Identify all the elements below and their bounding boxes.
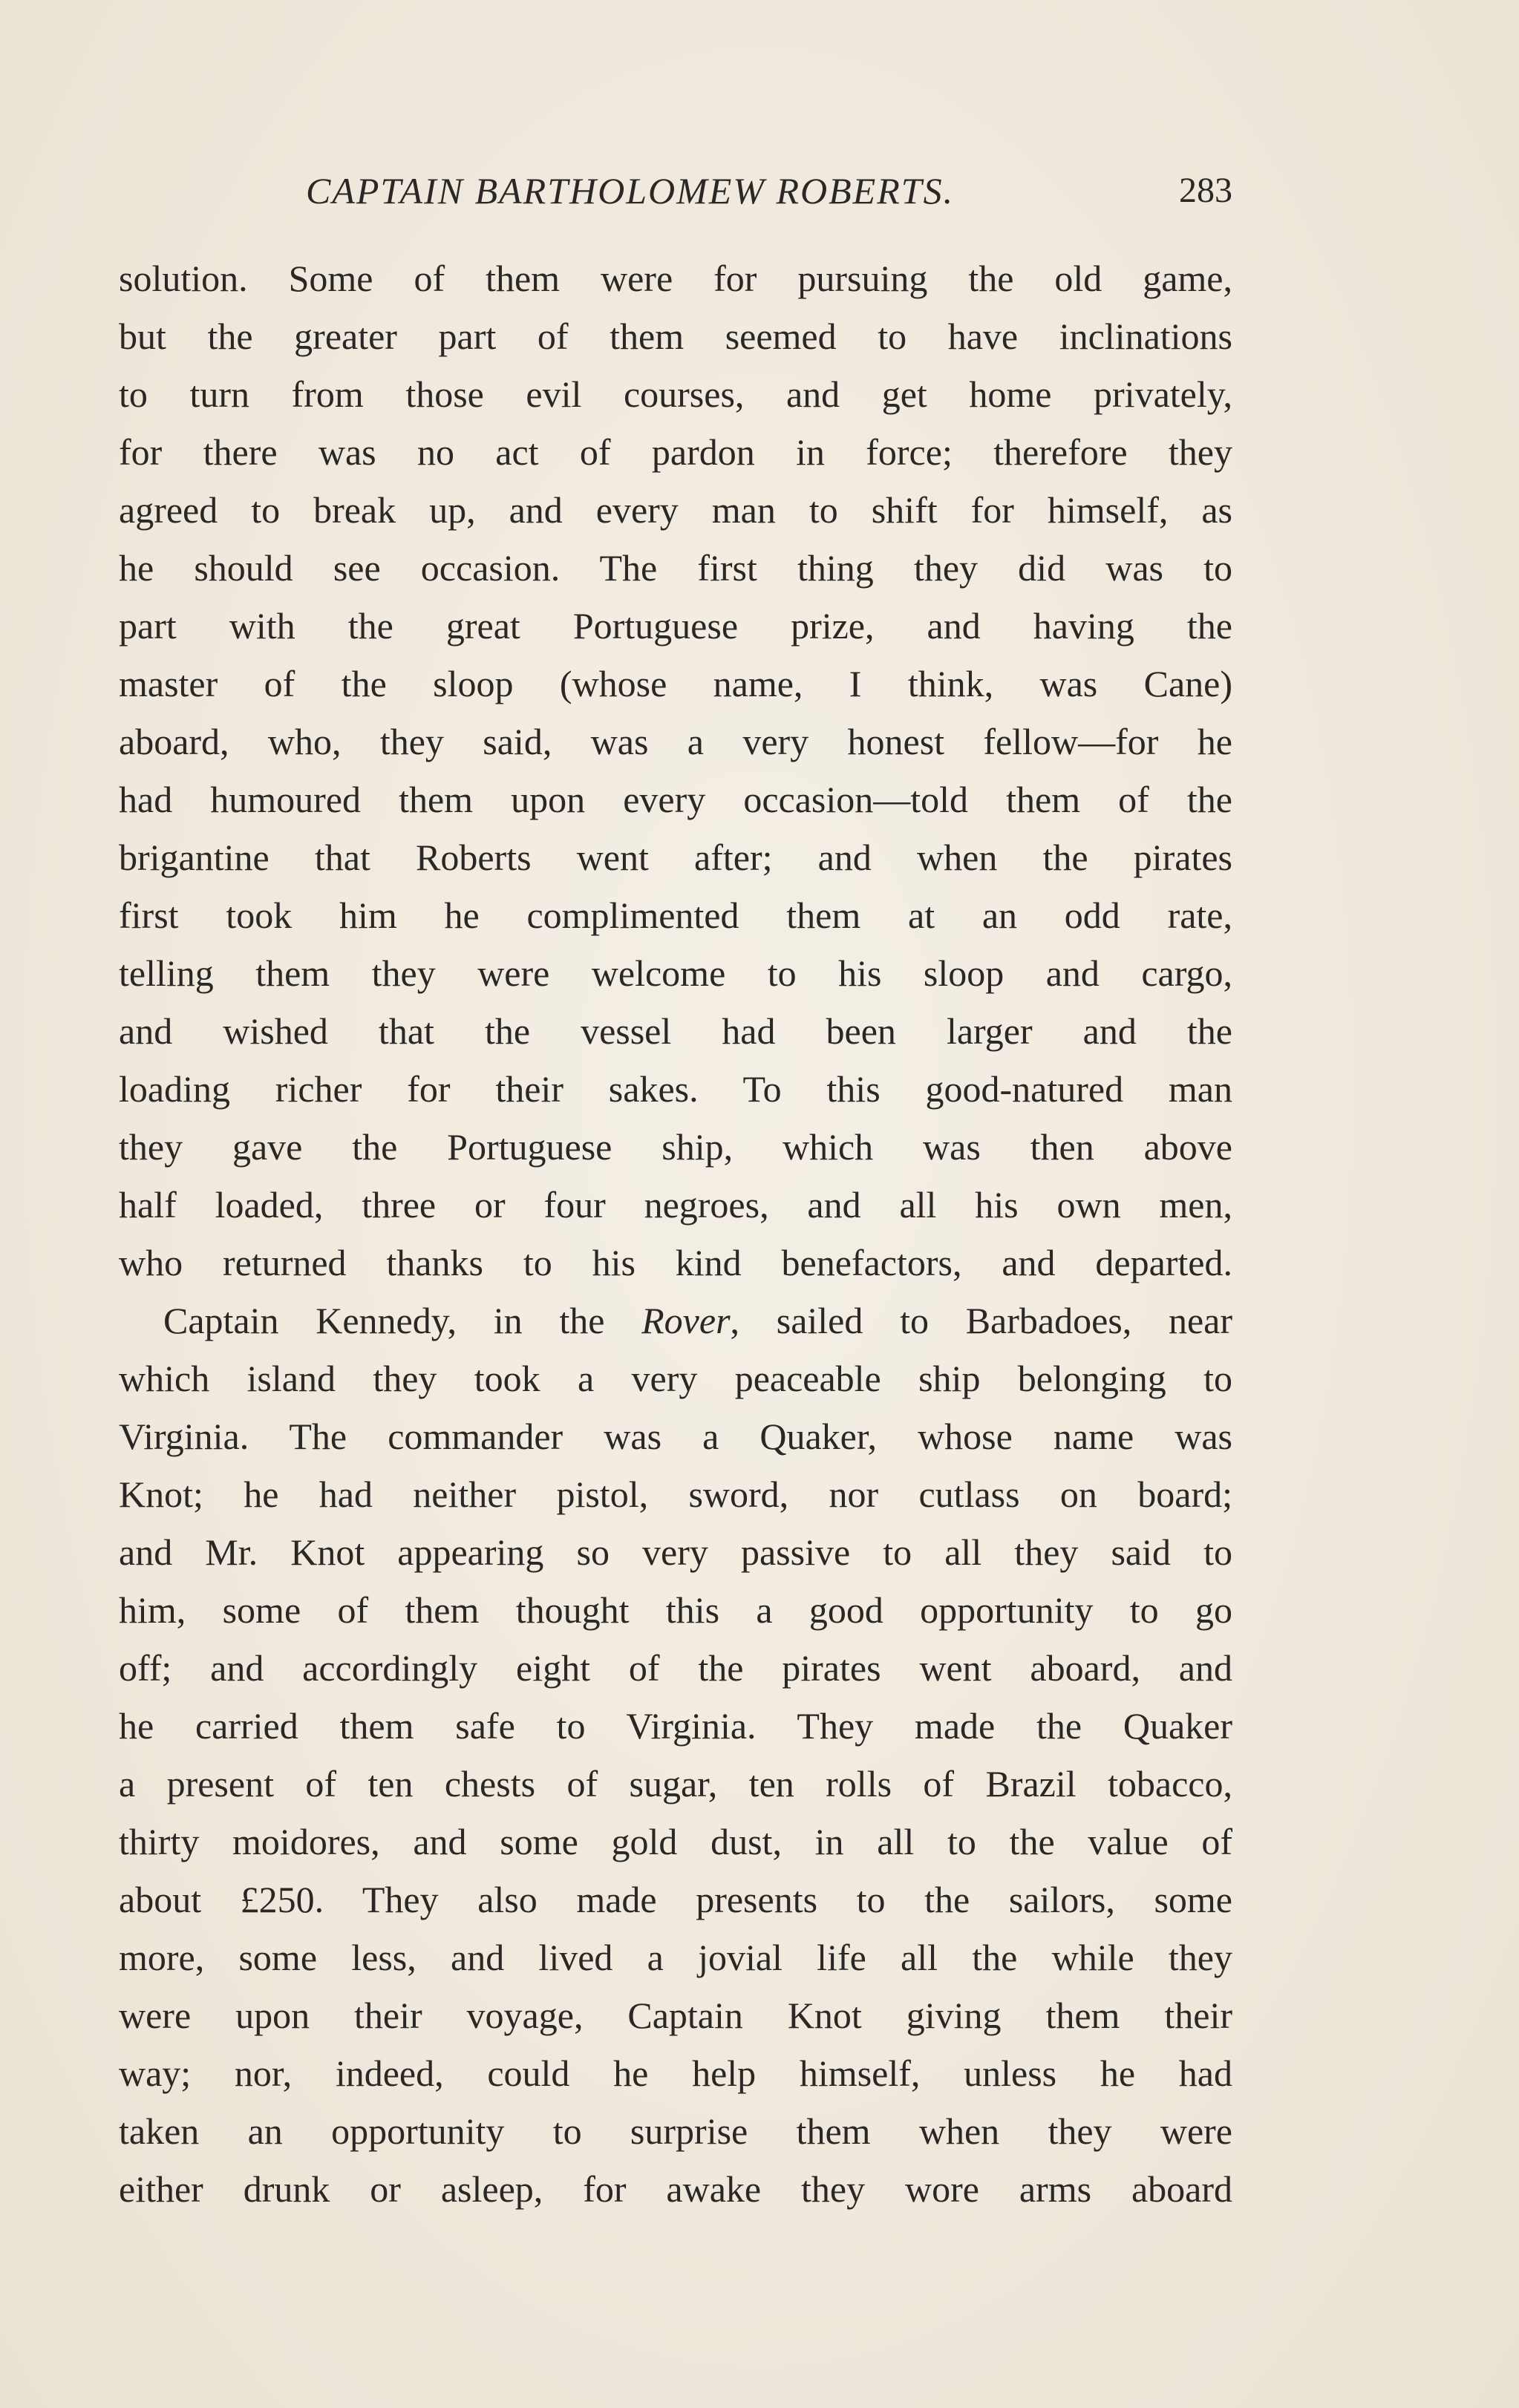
text-line: him, some of them thought this a good opportunity to go <box>119 1589 1232 1631</box>
text-line: either drunk or asleep, for awake they wore arms aboard <box>119 2168 1232 2210</box>
running-title: CAPTAIN BARTHOLOMEW ROBERTS. <box>306 170 955 212</box>
text-line: he should see occasion. The first thing they did was to <box>119 547 1232 589</box>
text-line: way; nor, indeed, could he help himself, unless he had <box>119 2052 1232 2094</box>
ship-name: Rover <box>641 1300 731 1341</box>
text-segment: , sailed to Barbadoes, near <box>730 1300 1233 1341</box>
text-line: were upon their voyage, Captain Knot giving them their <box>119 1995 1232 2036</box>
text-line: thirty moidores, and some gold dust, in all to the value of <box>119 1821 1232 1862</box>
text-line: part with the great Portuguese prize, and having the <box>119 605 1232 647</box>
text-line: taken an opportunity to surprise them when they were <box>119 2110 1232 2152</box>
text-line: loading richer for their sakes. To this good-natured man <box>119 1068 1232 1110</box>
text-line: more, some less, and lived a jovial life all the while they <box>119 1937 1232 1978</box>
text-line: brigantine that Roberts went after; and when the pirates <box>119 837 1232 878</box>
text-line: and Mr. Knot appearing so very passive to all they said to <box>119 1531 1232 1573</box>
text-line: master of the sloop (whose name, I think, was Cane) <box>119 663 1232 704</box>
page-number: 283 <box>1179 171 1232 210</box>
text-line: telling them they were welcome to his sloop and cargo, <box>119 952 1232 994</box>
text-line: off; and accordingly eight of the pirates went aboard, and <box>119 1647 1232 1689</box>
text-line: half loaded, three or four negroes, and all his own men, <box>119 1184 1232 1226</box>
text-line: who returned thanks to his kind benefactors, and departed. <box>119 1242 1232 1283</box>
text-line: about £250. They also made presents to the sailors, some <box>119 1879 1232 1920</box>
text-line: but the greater part of them seemed to have inclinations <box>119 315 1232 357</box>
text-line: Knot; he had neither pistol, sword, nor cutlass on board; <box>119 1473 1232 1515</box>
text-line: solution. Some of them were for pursuing the old game, <box>119 258 1232 299</box>
text-line: they gave the Portuguese ship, which was then above <box>119 1126 1232 1168</box>
text-line: had humoured them upon every occasion—told them of the <box>119 779 1232 820</box>
text-line: a present of ten chests of sugar, ten rolls of Brazil tobacco, <box>119 1763 1232 1805</box>
text-line: which island they took a very peaceable ship belonging to <box>119 1358 1232 1399</box>
text-line: agreed to break up, and every man to shift for himself, as <box>119 489 1232 531</box>
body-text <box>119 249 1232 2218</box>
text-line: Virginia. The commander was a Quaker, whose name was <box>119 1416 1232 1457</box>
text-line: aboard, who, they said, was a very honest fellow—for he <box>119 721 1232 762</box>
text-line: for there was no act of pardon in force; therefore they <box>119 431 1232 473</box>
running-head <box>119 165 1232 217</box>
text-line: he carried them safe to Virginia. They made the Quaker <box>119 1705 1232 1747</box>
text-line: first took him he complimented them at an odd rate, <box>119 894 1232 936</box>
text-line: and wished that the vessel had been larger and the <box>119 1010 1232 1052</box>
paragraph-first-line <box>119 1292 1232 1349</box>
text-line: to turn from those evil courses, and get home privately, <box>119 373 1232 415</box>
text-segment: Captain Kennedy, in the <box>163 1300 605 1341</box>
